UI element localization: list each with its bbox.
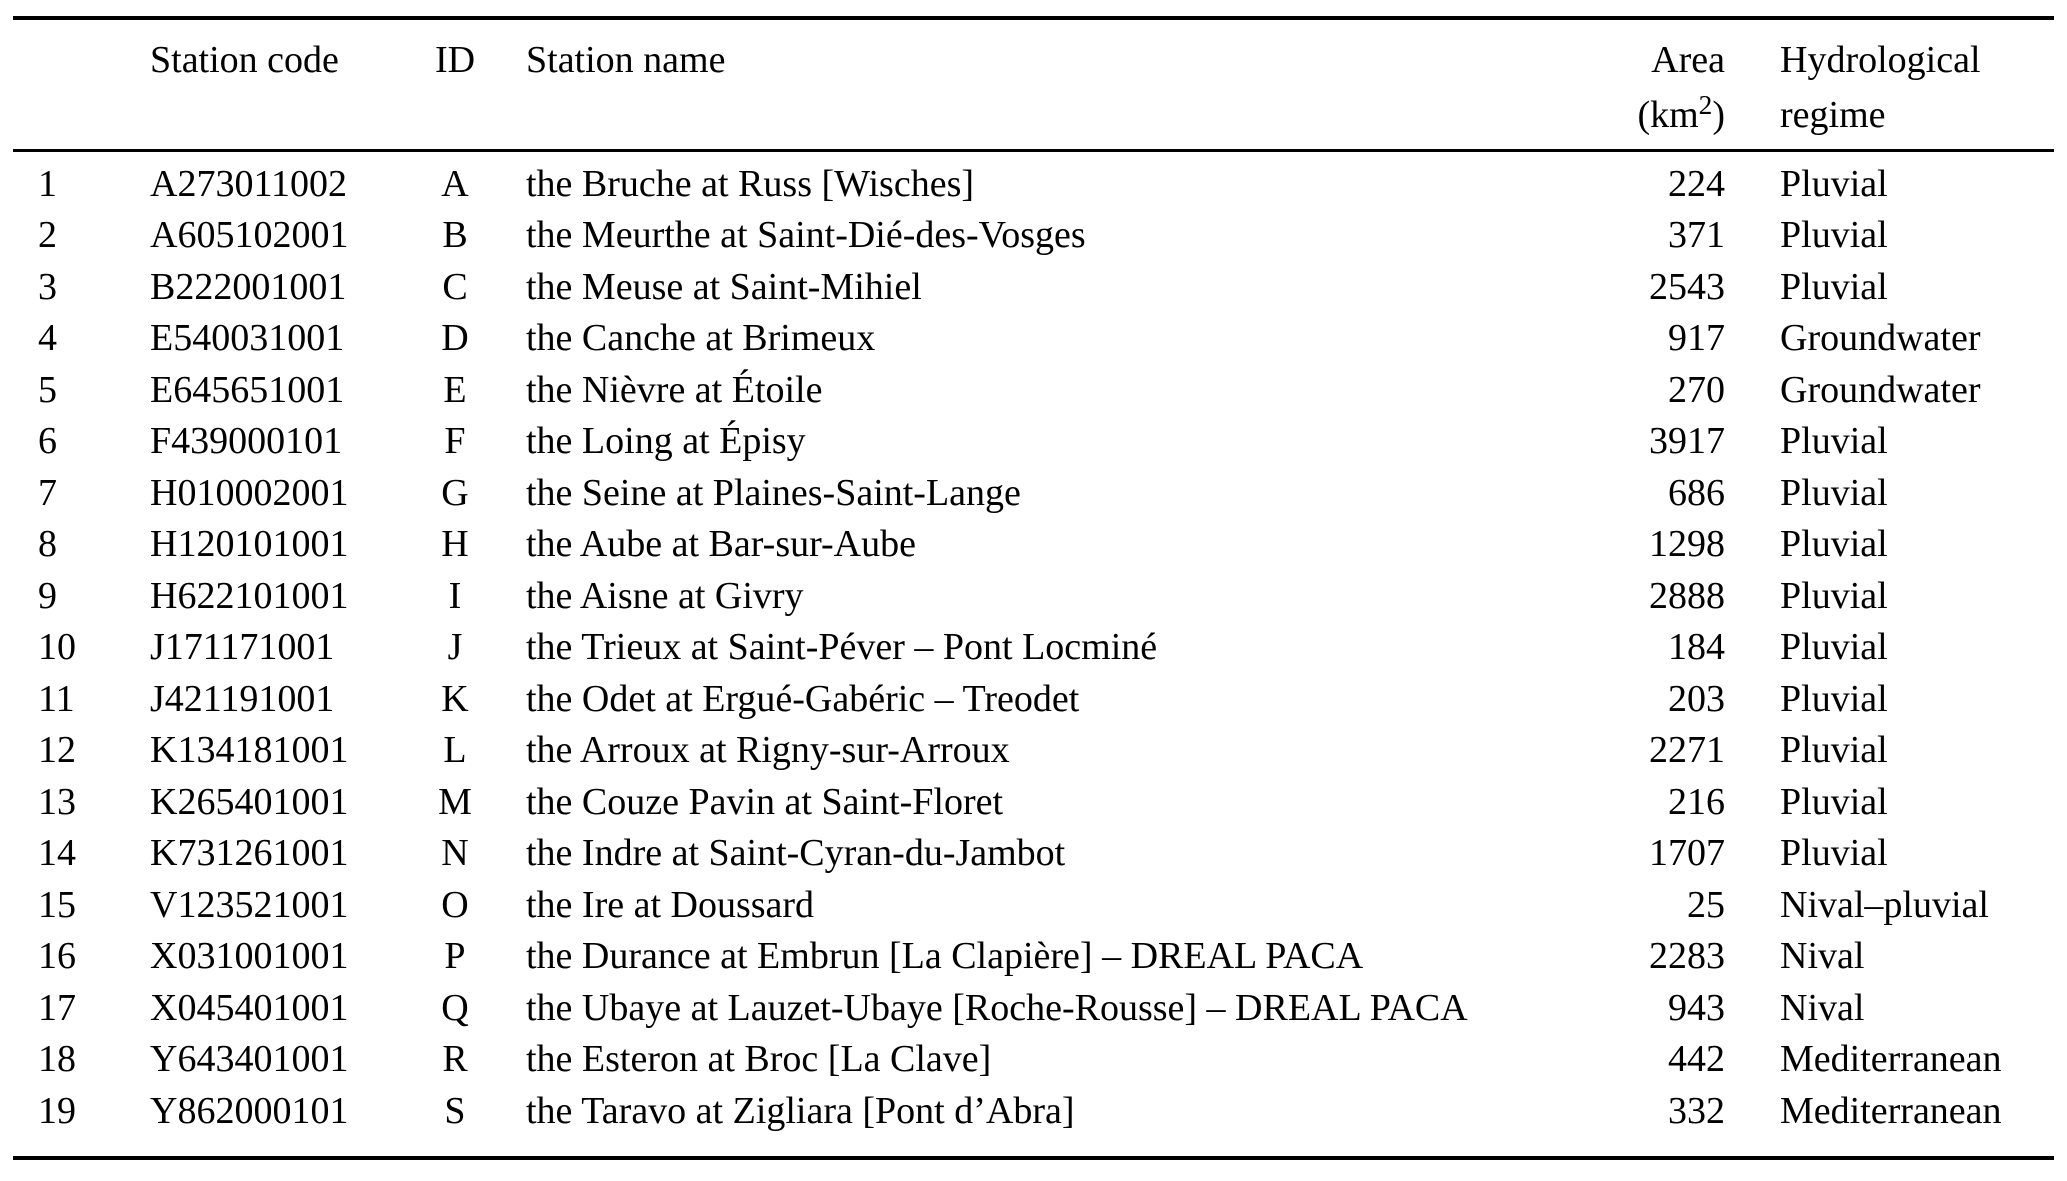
- station-code: J421191001: [150, 677, 335, 720]
- header-regime: regime: [1780, 93, 1886, 136]
- station-id-letter: B: [442, 214, 468, 257]
- table-row: [0, 1034, 2067, 1086]
- station-code: A273011002: [150, 162, 348, 205]
- table-row: [0, 261, 2067, 313]
- table-row: [0, 776, 2067, 828]
- table-row: [0, 364, 2067, 416]
- table-row: [0, 879, 2067, 931]
- station-id-letter: C: [442, 265, 468, 308]
- header-line-2: [0, 87, 2067, 142]
- row-number: 2: [38, 214, 57, 257]
- row-number: 6: [38, 420, 57, 463]
- station-name: the Meurthe at Saint-Dié-des-Vosges: [526, 214, 1086, 257]
- station-area: 2543: [1649, 265, 1725, 308]
- header-station-code: Station code: [150, 38, 339, 81]
- row-number: 10: [38, 626, 76, 669]
- row-number: 9: [38, 574, 57, 617]
- hydrological-regime: Pluvial: [1780, 626, 1888, 669]
- area-unit-superscript: 2: [1698, 90, 1713, 121]
- station-name: the Loing at Épisy: [526, 420, 806, 463]
- station-id-letter: N: [441, 832, 469, 875]
- station-code: H622101001: [150, 574, 349, 617]
- table-row: [0, 931, 2067, 983]
- row-number: 4: [38, 317, 57, 360]
- row-number: 14: [38, 832, 76, 875]
- station-area: 3917: [1649, 420, 1725, 463]
- station-code: X045401001: [150, 986, 349, 1029]
- hydrological-regime: Pluvial: [1780, 780, 1888, 823]
- station-id-letter: O: [441, 883, 469, 926]
- station-area: 686: [1668, 471, 1725, 514]
- station-code: A605102001: [150, 214, 349, 257]
- station-id-letter: M: [438, 780, 472, 823]
- station-code: B222001001: [150, 265, 347, 308]
- row-number: 17: [38, 986, 76, 1029]
- station-name: the Esteron at Broc [La Clave]: [526, 1038, 992, 1081]
- row-number: 15: [38, 883, 76, 926]
- station-name: the Nièvre at Étoile: [526, 368, 823, 411]
- row-number: 1: [38, 162, 57, 205]
- hydrological-regime: Pluvial: [1780, 574, 1888, 617]
- station-area: 2888: [1649, 574, 1725, 617]
- station-id-letter: Q: [441, 986, 469, 1029]
- station-name: the Seine at Plaines-Saint-Lange: [526, 471, 1021, 514]
- row-number: 7: [38, 471, 57, 514]
- station-id-letter: S: [444, 1089, 466, 1132]
- station-name: the Durance at Embrun [La Clapière] – DREAL PACA: [526, 935, 1364, 978]
- station-area: 203: [1668, 677, 1725, 720]
- station-code: H010002001: [150, 471, 349, 514]
- table-row: [0, 828, 2067, 880]
- row-number: 11: [38, 677, 75, 720]
- table-header: [0, 16, 2067, 142]
- hydrological-regime: Pluvial: [1780, 471, 1888, 514]
- station-name: the Arroux at Rigny-sur-Arroux: [526, 729, 1010, 772]
- hydrological-regime: Groundwater: [1780, 317, 1981, 360]
- hydrological-regime: Groundwater: [1780, 368, 1981, 411]
- hydrological-regime: Nival: [1780, 935, 1865, 978]
- station-name: the Odet at Ergué-Gabéric – Treodet: [526, 677, 1080, 720]
- station-code: F439000101: [150, 420, 343, 463]
- row-number: 5: [38, 368, 57, 411]
- station-area: 917: [1668, 317, 1725, 360]
- station-area: 332: [1668, 1089, 1725, 1132]
- station-area: 184: [1668, 626, 1725, 669]
- station-id-letter: H: [441, 523, 469, 566]
- station-area: 25: [1687, 883, 1725, 926]
- row-number: 8: [38, 523, 57, 566]
- hydrological-regime: Pluvial: [1780, 832, 1888, 875]
- row-number: 13: [38, 780, 76, 823]
- station-name: the Aube at Bar-sur-Aube: [526, 523, 916, 566]
- station-area: 2283: [1649, 935, 1725, 978]
- station-name: the Couze Pavin at Saint-Floret: [526, 780, 1004, 823]
- table-row: [0, 210, 2067, 262]
- table-row: [0, 622, 2067, 674]
- station-code: X031001001: [150, 935, 349, 978]
- hydrological-regime: Pluvial: [1780, 214, 1888, 257]
- station-code: K731261001: [150, 832, 349, 875]
- table-row: [0, 725, 2067, 777]
- station-name: the Ubaye at Lauzet-Ubaye [Roche-Rousse] – DREAL PACA: [526, 986, 1468, 1029]
- station-id-letter: P: [444, 935, 466, 978]
- row-number: 18: [38, 1038, 76, 1081]
- area-unit-post: ): [1712, 93, 1725, 136]
- row-number: 16: [38, 935, 76, 978]
- row-number: 19: [38, 1089, 76, 1132]
- table-body: [0, 150, 2067, 1137]
- station-code: E540031001: [150, 317, 345, 360]
- hydrological-regime: Mediterranean: [1780, 1038, 2002, 1081]
- table-row: [0, 158, 2067, 210]
- table-row: [0, 1085, 2067, 1137]
- station-name: the Canche at Brimeux: [526, 317, 876, 360]
- station-area: 1707: [1649, 832, 1725, 875]
- station-area: 1298: [1649, 523, 1725, 566]
- station-area: 943: [1668, 986, 1725, 1029]
- station-name: the Meuse at Saint-Mihiel: [526, 265, 922, 308]
- table-row: [0, 673, 2067, 725]
- table-row: [0, 519, 2067, 571]
- row-number: 3: [38, 265, 57, 308]
- header-area-unit: [1564, 90, 1764, 136]
- station-id-letter: D: [441, 317, 469, 360]
- station-name: the Ire at Doussard: [526, 883, 815, 926]
- station-id-letter: J: [447, 626, 463, 669]
- station-code: Y862000101: [150, 1089, 349, 1132]
- hydrological-regime: Pluvial: [1780, 420, 1888, 463]
- hydrological-regime: Pluvial: [1780, 523, 1888, 566]
- station-area: 442: [1668, 1038, 1725, 1081]
- station-id-letter: A: [441, 162, 469, 205]
- station-code: J171171001: [150, 626, 335, 669]
- header-line-1: [0, 32, 2067, 87]
- hydrological-regime: Pluvial: [1780, 677, 1888, 720]
- station-area: 2271: [1649, 729, 1725, 772]
- header-area: Area: [1651, 38, 1725, 81]
- station-code: V123521001: [150, 883, 349, 926]
- station-id-letter: E: [443, 368, 467, 411]
- station-area: 270: [1668, 368, 1725, 411]
- hydrological-regime: Mediterranean: [1780, 1089, 2002, 1132]
- hydrological-regime: Pluvial: [1780, 729, 1888, 772]
- station-name: the Trieux at Saint-Péver – Pont Locminé: [526, 626, 1158, 669]
- station-name: the Taravo at Zigliara [Pont d’Abra]: [526, 1089, 1075, 1132]
- hydrological-regime: Pluvial: [1780, 265, 1888, 308]
- station-name: the Aisne at Givry: [526, 574, 804, 617]
- table-row: [0, 570, 2067, 622]
- station-area: 224: [1668, 162, 1725, 205]
- hydrological-regime: Nival: [1780, 986, 1865, 1029]
- station-code: H120101001: [150, 523, 349, 566]
- station-id-letter: G: [441, 471, 469, 514]
- station-name: the Bruche at Russ [Wisches]: [526, 162, 975, 205]
- hydrological-regime: Nival–pluvial: [1780, 883, 1989, 926]
- header-station-name: Station name: [526, 38, 726, 81]
- station-code: Y643401001: [150, 1038, 349, 1081]
- row-number: 12: [38, 729, 76, 772]
- header-hydrological: Hydrological: [1780, 38, 1981, 81]
- area-unit-pre: (km: [1637, 93, 1699, 136]
- station-code: K134181001: [150, 729, 349, 772]
- hydrological-regime: Pluvial: [1780, 162, 1888, 205]
- table-bottom-rule: [13, 1156, 2054, 1160]
- header-id: ID: [434, 38, 476, 81]
- table-row: [0, 313, 2067, 365]
- station-id-letter: K: [441, 677, 469, 720]
- station-area: 371: [1668, 214, 1725, 257]
- station-code: E645651001: [150, 368, 345, 411]
- station-id-letter: R: [442, 1038, 468, 1081]
- table-row: [0, 467, 2067, 519]
- station-code: K265401001: [150, 780, 349, 823]
- station-id-letter: F: [444, 420, 466, 463]
- station-name: the Indre at Saint-Cyran-du-Jambot: [526, 832, 1066, 875]
- station-area: 216: [1668, 780, 1725, 823]
- station-id-letter: I: [448, 574, 462, 617]
- station-id-letter: L: [443, 729, 467, 772]
- table-row: [0, 982, 2067, 1034]
- table-row: [0, 416, 2067, 468]
